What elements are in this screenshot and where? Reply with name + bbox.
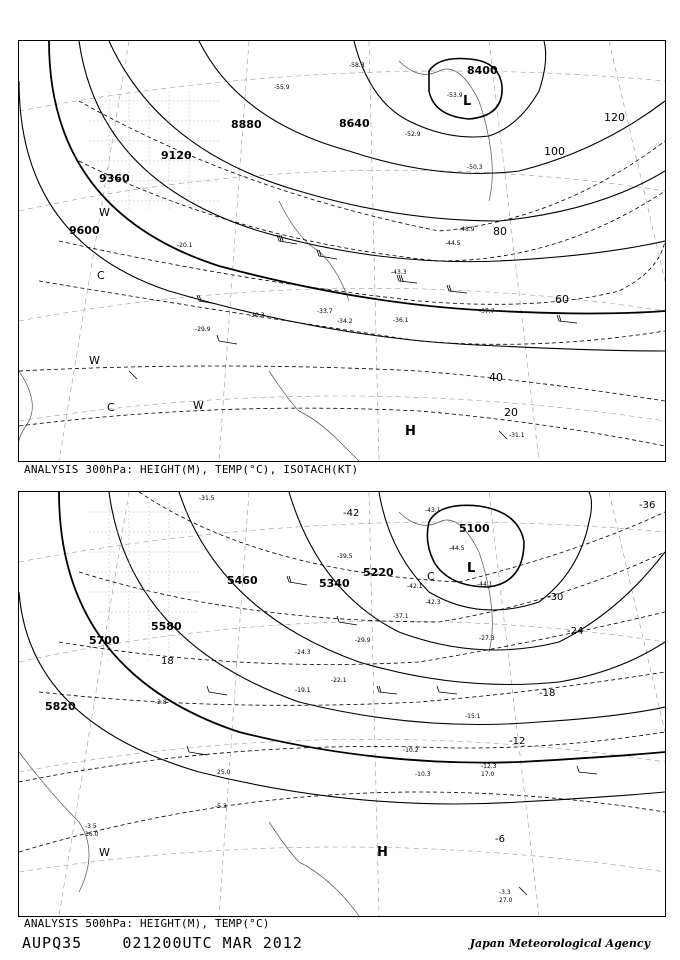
- temp-label: -55.9: [274, 84, 290, 91]
- isotach-label-20: 20: [504, 406, 518, 419]
- temp-label: -30.3: [249, 312, 265, 319]
- height-label-5100: 5100: [459, 522, 490, 535]
- isotach-labels: [489, 111, 625, 419]
- height-label-9120: 9120: [161, 149, 192, 162]
- station-value: -2.8: [155, 699, 167, 706]
- station-value: -3.3: [499, 889, 511, 896]
- station-value: -5.3: [215, 803, 227, 810]
- temp-label: -43.3: [391, 269, 407, 276]
- height-label-5220: 5220: [363, 566, 394, 579]
- isotherm-labels: [161, 500, 655, 845]
- caption-300hpa: ANALYSIS 300hPa: HEIGHT(M), TEMP(°C), ISOTACH(KT): [24, 463, 359, 476]
- warm-center: W: [99, 206, 110, 219]
- station-value: -10.3: [415, 771, 431, 778]
- cold-center: C: [107, 401, 115, 414]
- height-contour-5820: [19, 592, 665, 804]
- station-value: 17.0: [481, 771, 495, 778]
- temp-label: -29.9: [195, 326, 211, 333]
- station-value: -44.5: [449, 545, 465, 552]
- height-contour-9600: [49, 41, 665, 314]
- station-value: -39.5: [337, 553, 353, 560]
- low-center: L: [463, 94, 472, 109]
- temp-label: -58.3: [349, 62, 365, 69]
- cold-center: C: [427, 570, 435, 583]
- low-center: L: [467, 561, 476, 576]
- height-label-5460: 5460: [227, 574, 258, 587]
- temp-label: -34.2: [337, 318, 353, 325]
- isotach-label-100: 100: [544, 145, 565, 158]
- wind-barbs: [187, 576, 597, 895]
- station-value: -10.2: [403, 747, 419, 754]
- temp-label: -31.1: [509, 432, 525, 439]
- warm-center: W: [89, 354, 100, 367]
- agency-credit: Japan Meteorological Agency: [469, 937, 650, 950]
- temp-label: -44.5: [445, 240, 461, 247]
- station-value: 25.0: [217, 769, 231, 776]
- height-label-5700: 5700: [89, 634, 120, 647]
- height-contour-8640: [354, 41, 546, 137]
- station-values: [85, 495, 513, 904]
- temp-label: -50.3: [467, 164, 483, 171]
- isotherm-label: 18: [161, 656, 174, 667]
- station-value: -42.3: [425, 599, 441, 606]
- station-value: -22.1: [331, 677, 347, 684]
- temp-label: -20.1: [177, 242, 193, 249]
- height-label-9600: 9600: [69, 224, 100, 237]
- warm-center: W: [193, 399, 204, 412]
- height-contour-5580: [109, 492, 665, 725]
- station-value: -15.1: [465, 713, 481, 720]
- station-value: -31.5: [199, 495, 215, 502]
- temp-label: -48.9: [459, 226, 475, 233]
- station-value: -29.9: [355, 637, 371, 644]
- graticule: [19, 41, 665, 461]
- height-labels: [45, 522, 490, 713]
- height-label-8880: 8880: [231, 118, 262, 131]
- temp-label: -53.9: [447, 92, 463, 99]
- temp-label: -33.7: [317, 308, 333, 315]
- station-value: -37.1: [393, 613, 409, 620]
- height-contour-9120: [109, 41, 665, 221]
- temp-label: -52.9: [405, 131, 421, 138]
- isotherm-label: -42: [343, 508, 360, 519]
- height-label-5580: 5580: [151, 620, 182, 633]
- isotherm-label: -12: [509, 736, 526, 747]
- isotherm-label: -30: [547, 592, 564, 603]
- station-value: -19.1: [295, 687, 311, 694]
- station-value: -24.3: [295, 649, 311, 656]
- isotach-label-40: 40: [489, 371, 503, 384]
- isotach-label-120: 120: [604, 111, 625, 124]
- height-label-8640: 8640: [339, 117, 370, 130]
- map-500hpa: [19, 492, 665, 916]
- station-value: 27.0: [499, 897, 513, 904]
- station-value: 16.0: [85, 831, 99, 838]
- coastline: [19, 512, 492, 916]
- valid-time: 021200UTC MAR 2012: [122, 934, 303, 952]
- height-contours: [19, 492, 665, 804]
- temp-label: -36.1: [393, 317, 409, 324]
- height-label-5820: 5820: [45, 700, 76, 713]
- caption-500hpa: ANALYSIS 500hPa: HEIGHT(M), TEMP(°C): [24, 917, 270, 930]
- isotach-label-60: 60: [555, 293, 569, 306]
- height-label-8400: 8400: [467, 64, 498, 77]
- isotherm-label: -36: [639, 500, 656, 511]
- high-center: H: [377, 845, 388, 860]
- station-value: -3.5: [85, 823, 97, 830]
- station-value: -12.3: [481, 763, 497, 770]
- product-header: [22, 934, 303, 952]
- isotherm-label: -24: [567, 626, 584, 637]
- station-value: -43.1: [425, 507, 441, 514]
- isotach-label-80: 80: [493, 225, 507, 238]
- height-label-5340: 5340: [319, 577, 350, 590]
- chart-500hpa: [18, 491, 666, 917]
- height-contour-8880: [199, 41, 665, 174]
- temp-label: -37.7: [479, 308, 495, 315]
- isotach-lines: [19, 101, 665, 446]
- station-value: -42.1: [407, 583, 423, 590]
- product-code: AUPQ35: [22, 934, 83, 952]
- cold-center: C: [97, 269, 105, 282]
- map-300hpa: [19, 41, 665, 461]
- warm-center: W: [99, 846, 110, 859]
- high-center: H: [405, 424, 416, 439]
- station-value: -27.3: [479, 635, 495, 642]
- height-label-9360: 9360: [99, 172, 130, 185]
- isotherm-label: -18: [539, 688, 556, 699]
- chart-300hpa: [18, 40, 666, 462]
- station-value: -44.1: [477, 581, 493, 588]
- isotherm-label: -6: [495, 834, 505, 845]
